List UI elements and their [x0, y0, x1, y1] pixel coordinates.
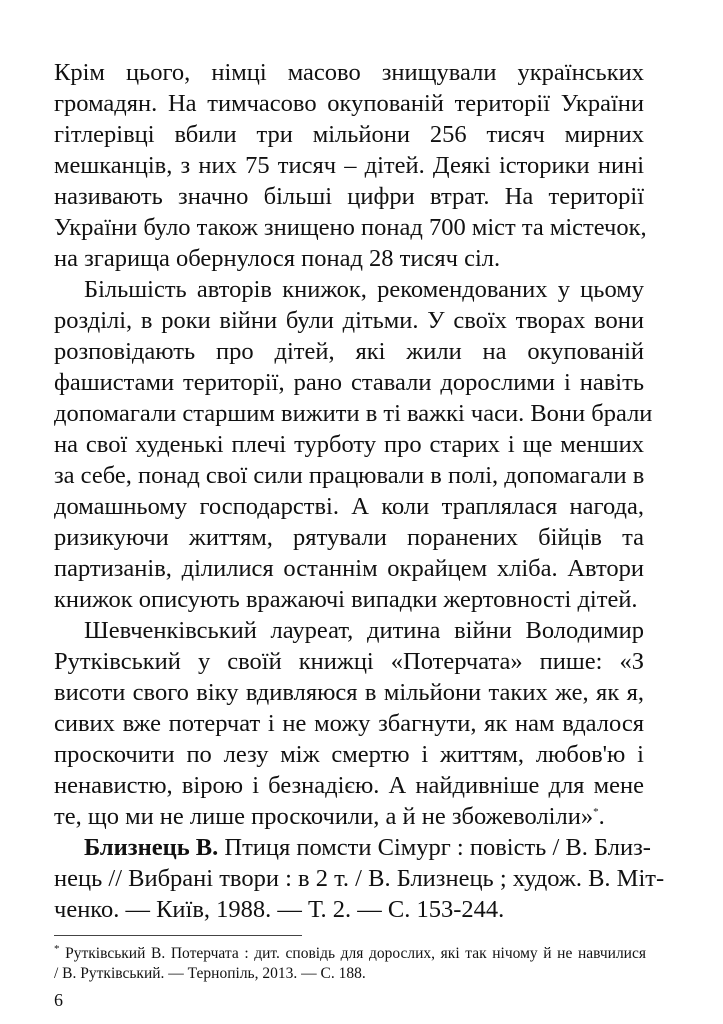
text-line: ненавистю, вірою і безнадією. А найдивніше для мене: [54, 772, 644, 799]
text-line: нець // Вибрані твори : в 2 т. / В. Близнець ; худож. В. Міт-: [54, 865, 665, 892]
page-number: 6: [54, 990, 63, 1010]
quote-end-punct: .: [598, 803, 605, 830]
text-line: за себе, понад свої сили працювали в полі, допомагали в: [54, 462, 645, 489]
text-line: України було також знищено понад 700 міст та містечок,: [54, 214, 647, 241]
text-line: розділі, в роки війни були дітьми. У своїх творах вони: [54, 307, 644, 334]
text-line: те, що ми не лише проскочили, а й не збожеволіли»: [54, 803, 594, 830]
text-line: гітлерівці вбили три мільйони 256 тисяч мирних: [54, 121, 644, 148]
text-line: допомагали старшим вижити в ті важкі часи. Вони брали: [54, 400, 653, 427]
footnote-line: [54, 944, 646, 964]
footnote-line: / В. Рутківський. — Тернопіль, 2013. — С. 188.: [54, 965, 366, 982]
text-line: ченко. — Київ, 1988. — Т. 2. — С. 153-244.: [54, 896, 505, 923]
text-line: партизанів, ділилися останнім окрайцем хліба. Автори: [54, 555, 644, 582]
footnote-ref: *: [593, 805, 599, 818]
text-line: називають значно більші цифри втрат. На території: [54, 183, 644, 210]
text-line: громадян. На тимчасово окупованій території України: [54, 90, 644, 117]
text-line: Шевченківський лауреат, дитина війни Володимир: [84, 617, 644, 644]
footnote-text: Рутківський В. Потерчата : дит. сповідь для дорослих, які так нічому й не навчилися: [59, 945, 646, 962]
text-line: Крім цього, німці масово знищували українських: [54, 59, 644, 86]
quote-end-line: [54, 801, 644, 832]
text-line: висоти свого віку вдивляюся в мільйони таких же, як я,: [54, 679, 644, 706]
footnote-mark: *: [54, 942, 60, 955]
footnote-divider: [54, 935, 302, 936]
text-line: книжок описують вражаючі випадки жертовності дітей.: [54, 586, 638, 613]
bib-text: Птиця помсти Сімург : повість / В. Близ-: [218, 834, 651, 861]
text-line: на свої худенькі плечі турботу про старих і ще менших: [54, 431, 644, 458]
text-line: мешканців, з них 75 тисяч – дітей. Деякі історики нині: [54, 152, 644, 179]
bib-author: Близнець В.: [84, 834, 219, 861]
text-line: сивих вже потерчат і не можу збагнути, як нам вдалося: [54, 710, 644, 737]
text-line: ризикуючи життям, рятували поранених бійців та: [54, 524, 644, 551]
text-line: на згарища обернулося понад 28 тисяч сіл.: [54, 245, 501, 272]
text-line: проскочити по лезу між смертю і життям, любов'ю і: [54, 741, 644, 768]
text-line: Більшість авторів книжок, рекомендованих у цьому: [84, 276, 644, 303]
text-line: домашньому господарстві. А коли траплялася нагода,: [54, 493, 644, 520]
text-line: фашистами території, рано ставали дорослими і навіть: [54, 369, 644, 396]
text-line: розповідають про дітей, які жили на окупованій: [54, 338, 644, 365]
text-line: Рутківський у своїй книжці «Потерчата» пише: «З: [54, 648, 644, 675]
bibliography-entry: [84, 832, 651, 863]
